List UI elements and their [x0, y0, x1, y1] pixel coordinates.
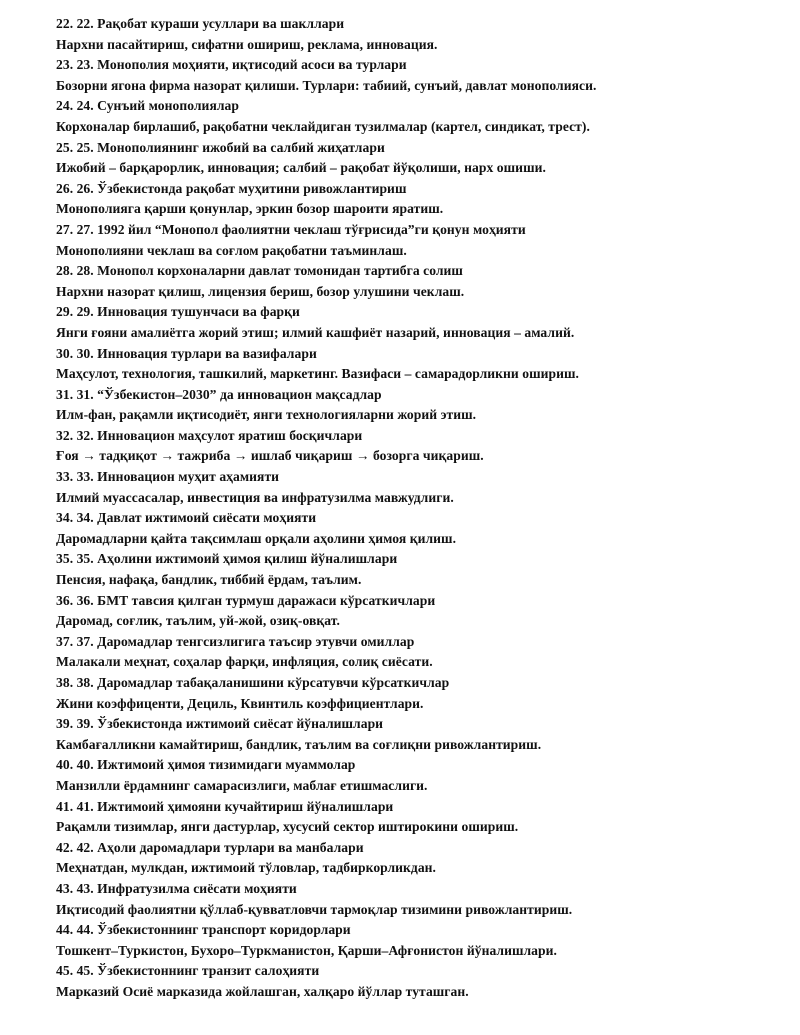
heading-35: 35. 35. Аҳолини ижтимоий ҳимоя қилиш йўналишлари	[56, 551, 398, 567]
answer-37: Малакали меҳнат, соҳалар фарқи, инфляция, солиқ сиёсати.	[56, 654, 433, 670]
heading-41: 41. 41. Ижтимоий ҳимояни кучайтириш йўналишлари	[56, 798, 394, 814]
heading-25: 25. 25. Монополиянинг ижобий ва салбий жиҳатлари	[56, 139, 385, 155]
heading-45: 45. 45. Ўзбекистоннинг транзит салоҳияти	[56, 963, 320, 979]
answer-28: Нархни назорат қилиш, лицензия бериш, бозор улушини чеклаш.	[56, 283, 465, 299]
heading-43: 43. 43. Инфратузилма сиёсати моҳияти	[56, 880, 297, 896]
answer-27: Монополияни чеклаш ва соғлом рақобатни таъминлаш.	[56, 242, 407, 258]
heading-23: 23. 23. Монополия моҳияти, иқтисодий асоси ва турлари	[56, 57, 407, 73]
answer-34: Даромадларни қайта тақсимлаш орқали аҳолини ҳимоя қилиш.	[56, 530, 457, 546]
answer-41: Рақамли тизимлар, янги дастурлар, хусусий сектор иштирокини ошириш.	[56, 819, 519, 835]
answer-38: Жини коэффиценти, Дециль, Квинтиль коэффициентлари.	[56, 695, 424, 711]
answer-33: Илмий муассасалар, инвестиция ва инфратузилма мавжудлиги.	[56, 489, 454, 505]
heading-32: 32. 32. Инновацион маҳсулот яратиш босқичлари	[56, 427, 363, 443]
document-page	[56, 14, 796, 1003]
heading-27: 27. 27. 1992 йил “Монопол фаолиятни чеклаш тўғрисида”ги қонун моҳияти	[56, 221, 526, 237]
answer-32: Ғоя → тадқиқот → тажриба → ишлаб чиқариш → бозорга чиқариш.	[56, 448, 484, 464]
answer-43: Иқтисодий фаолиятни қўллаб-қувватловчи тармоқлар тизимини ривожлантириш.	[56, 901, 573, 917]
answer-45: Марказий Осиё марказида жойлашган, халқаро йўллар туташган.	[56, 983, 469, 999]
answer-35: Пенсия, нафақа, бандлик, тиббий ёрдам, таълим.	[56, 572, 362, 588]
heading-28: 28. 28. Монопол корхоналарни давлат томонидан тартибга солиш	[56, 263, 463, 279]
answer-40: Манзилли ёрдамнинг самарасизлиги, маблағ етишмаслиги.	[56, 777, 428, 793]
answer-31: Илм-фан, рақамли иқтисодиёт, янги технологияларни жорий этиш.	[56, 407, 477, 423]
heading-42: 42. 42. Аҳоли даромадлари турлари ва манбалари	[56, 839, 364, 855]
heading-36: 36. 36. БМТ тавсия қилган турмуш даражаси кўрсаткичлари	[56, 592, 436, 608]
heading-40: 40. 40. Ижтимоий ҳимоя тизимидаги муаммолар	[56, 757, 356, 773]
heading-30: 30. 30. Инновация турлари ва вазифалари	[56, 345, 317, 361]
heading-33: 33. 33. Инновацион муҳит аҳамияти	[56, 469, 280, 485]
answer-22: Нархни пасайтириш, сифатни ошириш, реклама, инновация.	[56, 36, 438, 52]
heading-44: 44. 44. Ўзбекистоннинг транспорт коридорлари	[56, 922, 351, 938]
answer-44: Тошкент–Туркистон, Бухоро–Туркманистон, Қарши–Афғонистон йўналишлари.	[56, 942, 557, 958]
answer-39: Камбағалликни камайтириш, бандлик, таълим ва соғлиқни ривожлантириш.	[56, 736, 542, 752]
heading-31: 31. 31. “Ўзбекистон–2030” да инновацион мақсадлар	[56, 386, 382, 402]
heading-22: 22. 22. Рақобат кураши усуллари ва шакллари	[56, 16, 345, 31]
heading-38: 38. 38. Даромадлар табақаланишини кўрсатувчи кўрсаткичлар	[56, 675, 450, 690]
answer-42: Меҳнатдан, мулкдан, ижтимоий тўловлар, тадбиркорликдан.	[56, 860, 437, 876]
answer-29: Янги ғояни амалиётга жорий этиш; илмий кашфиёт назарий, инновация – амалий.	[56, 324, 575, 340]
heading-37: 37. 37. Даромадлар тенгсизлигига таъсир этувчи омиллар	[56, 633, 415, 649]
answer-30: Маҳсулот, технология, ташкилий, маркетинг. Вазифаси – самарадорликни ошириш.	[56, 366, 579, 382]
heading-26: 26. 26. Ўзбекистонда рақобат муҳитини ривожлантириш	[56, 180, 407, 196]
answer-24: Корхоналар бирлашиб, рақобатни чеклайдиган тузилмалар (картел, синдикат, трест).	[56, 118, 590, 134]
answer-36: Даромад, соғлик, таълим, уй-жой, озиқ-овқат.	[56, 613, 340, 629]
answer-23: Бозорни ягона фирма назорат қилиши. Турлари: табиий, сунъий, давлат монополияси.	[56, 77, 597, 93]
heading-24: 24. 24. Сунъий монополиялар	[56, 98, 239, 114]
heading-39: 39. 39. Ўзбекистонда ижтимоий сиёсат йўналишлари	[56, 716, 384, 732]
heading-29: 29. 29. Инновация тушунчаси ва фарқи	[56, 304, 300, 320]
answer-26: Монополияга қарши қонунлар, эркин бозор шароити яратиш.	[56, 201, 444, 217]
heading-34: 34. 34. Давлат ижтимоий сиёсати моҳияти	[56, 510, 317, 526]
answer-25: Ижобий – барқарорлик, инновация; салбий – рақобат йўқолиши, нарх ошиши.	[56, 160, 546, 176]
